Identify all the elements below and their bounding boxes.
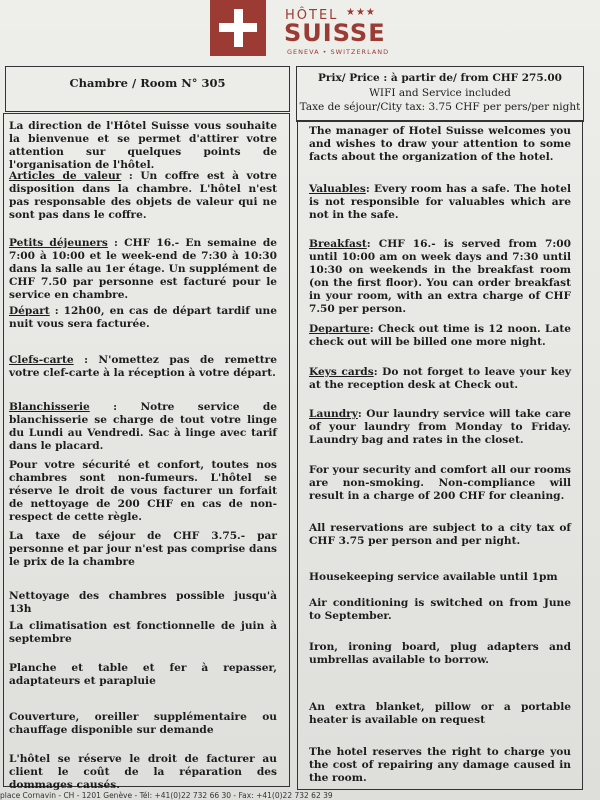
french-column [3, 113, 290, 791]
fr-para-aircon: La climatisation est fonctionnelle de juin à septembre [9, 620, 277, 645]
price-line-1: Prix/ Price : à partir de/ from CHF 275.00 [318, 72, 562, 84]
fr-para-damage: L'hôtel se réserve le droit de facturer au client le coût de la réparation des dommages causés. [9, 753, 277, 791]
fr-para-citytax: La taxe de séjour de CHF 3.75.- par personne et par jour n'est pas comprise dans le prix de la chambre [9, 530, 277, 568]
fr-para-laundry: Blanchisserie : Notre service de blanchisserie se charge de tout votre linge du Lundi au Vendredi. Sac à linge avec tarif dans le placard. [9, 401, 277, 452]
en-para-citytax: All reservations are subject to a city tax of CHF 3.75 per person and per night. [309, 522, 571, 547]
address-footer: place Cornavin - CH - 1201 Genève - Tél: +41(0)22 732 66 30 - Fax: +41(0)22 732 62 39 [0, 791, 333, 800]
en-para-laundry: Laundry: Our laundry service will take care of your laundry from Monday to Friday. Laundry bag and rates in the closet. [309, 408, 571, 446]
en-para-nonsmoking: For your security and comfort all our rooms are non-smoking. Non-compliance will result in a charge of 200 CHF for cleaning. [309, 464, 571, 502]
fr-para-departure: Départ : 12h00, en cas de départ tardif une nuit vous sera facturée. [9, 305, 277, 330]
en-para-damage: The hotel reserves the right to charge you the cost of repairing any damage caused in the room. [309, 746, 571, 784]
swiss-cross-logo-icon [210, 0, 266, 56]
en-para-blanket: An extra blanket, pillow or a portable heater is available on request [309, 701, 571, 726]
logo-subtitle: GENEVA • SWITZERLAND [287, 48, 390, 56]
logo-hotel-text: HÔTEL [285, 8, 339, 23]
fr-para-breakfast: Petits déjeuners : CHF 16.- En semaine de 7:00 à 10:00 et le week-end de 7:30 à 10:30 dans la salle au 1er étage. Un supplément de CHF 7.50 par personne est facturé pour le service en chambre. [9, 237, 277, 301]
fr-para-housekeeping: Nettoyage des chambres possible jusqu'à 13h [9, 590, 277, 615]
logo-stars: ★★★ [346, 7, 376, 18]
price-line-2: WIFI and Service included [369, 87, 511, 99]
en-para-keys: Keys cards: Do not forget to leave your key at the reception desk at Check out. [309, 366, 571, 391]
fr-para-iron: Planche et table et fer à repasser, adaptateurs et parapluie [9, 662, 277, 687]
fr-para-blanket: Couverture, oreiller supplémentaire ou chauffage disponible sur demande [9, 711, 277, 736]
room-number-label: Chambre / Room N° 305 [69, 76, 226, 90]
en-para-aircon: Air conditioning is switched on from June to September. [309, 597, 571, 622]
en-para-iron: Iron, ironing board, plug adapters and umbrellas available to borrow. [309, 641, 571, 666]
fr-para: La direction de l'Hôtel Suisse vous souhaite la bienvenue et se permet d'attirer votre attention sur quelques points de l'organisation de l'hôtel. [9, 120, 277, 171]
fr-para-nonsmoking: Pour votre sécurité et confort, toutes nos chambres sont non-fumeurs. L'hôtel se réserve le droit de vous facturer un forfait de nettoyage de 200 CHF en cas de non-respect de cette règle. [9, 459, 277, 523]
price-line-3: Taxe de séjour/City tax: 3.75 CHF per pers/per night [299, 101, 581, 113]
en-para-housekeeping: Housekeeping service available until 1pm [309, 571, 558, 583]
fr-para-valuables: Articles de valeur : Un coffre est à votre disposition dans la chambre. L'hôtel n'est pas responsable des objets de valeur qui ne sont pas dans le coffre. [9, 170, 277, 221]
en-para-welcome: The manager of Hotel Suisse welcomes you and wishes to draw your attention to some facts about the organization of the hotel. [309, 125, 571, 163]
fr-para-keys: Clefs-carte : N'omettez pas de remettre votre clef-carte à la réception à votre départ. [9, 354, 277, 379]
english-column [297, 120, 583, 790]
logo-name: SUISSE [284, 19, 386, 47]
price-box [296, 66, 584, 122]
en-para-departure: Departure: Check out time is 12 noon. Late check out will be billed one more night. [309, 323, 571, 348]
en-para-valuables: Valuables: Every room has a safe. The hotel is not responsible for valuables which are not in the safe. [309, 183, 571, 221]
room-number-box [5, 66, 290, 112]
en-para-breakfast: Breakfast: CHF 16.- is served from 7:00 until 10:00 am on week days and 7:30 until 10:30 on weekends in the breakfast room (on the first floor). You can order breakfast in your room, with an extra charge of CHF 7.50 per person. [309, 238, 571, 315]
